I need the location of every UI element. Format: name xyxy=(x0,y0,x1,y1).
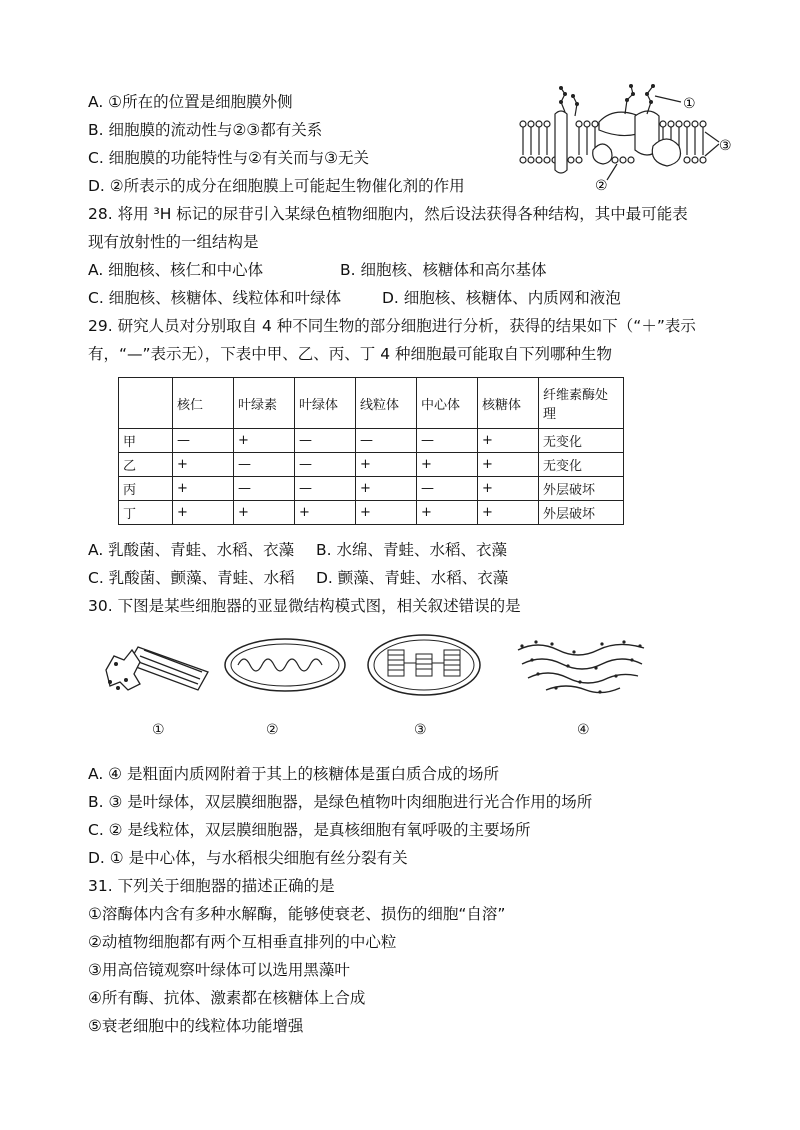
q28-option-a: A. 细胞核、核仁和中心体 xyxy=(88,261,264,279)
table-cell: + xyxy=(356,453,417,477)
table-cell: + xyxy=(478,453,539,477)
table-cell: + xyxy=(356,477,417,501)
table-cell: + xyxy=(173,453,234,477)
table-cell: — xyxy=(295,429,356,453)
q31-item-1: ①溶酶体内含有多种水解酶，能够使衰老、损伤的细胞“自溶” xyxy=(88,905,506,923)
table-header-cell: 核仁 xyxy=(173,378,234,429)
figure-label-1: ① xyxy=(152,722,165,738)
er-figure xyxy=(512,632,652,702)
table-row xyxy=(119,429,624,453)
table-cell: — xyxy=(417,477,478,501)
table-cell: — xyxy=(173,429,234,453)
q30-option-c: C. ② 是线粒体，双层膜细胞器，是真核细胞有氧呼吸的主要场所 xyxy=(88,821,531,839)
table-cell: + xyxy=(173,501,234,525)
table-header-cell xyxy=(119,378,173,429)
table-cell: — xyxy=(234,453,295,477)
q31-item-3: ③用高倍镜观察叶绿体可以选用黑藻叶 xyxy=(88,961,350,979)
mitochondrion-figure xyxy=(220,635,350,695)
q30-option-b: B. ③ 是叶绿体，双层膜细胞器，是绿色植物叶肉细胞进行光合作用的场所 xyxy=(88,793,593,811)
table-cell: — xyxy=(295,477,356,501)
q31-item-5: ⑤衰老细胞中的线粒体功能增强 xyxy=(88,1017,304,1035)
table-cell: — xyxy=(417,429,478,453)
table-cell: + xyxy=(478,429,539,453)
q31-stem: 31. 下列关于细胞器的描述正确的是 xyxy=(88,877,335,895)
table-cell: + xyxy=(173,477,234,501)
table-cell: 外层破坏 xyxy=(539,501,624,525)
table-cell: 丙 xyxy=(119,477,173,501)
table-header-cell: 叶绿体 xyxy=(295,378,356,429)
table-cell: — xyxy=(295,453,356,477)
q28-option-c: C. 细胞核、核糖体、线粒体和叶绿体 xyxy=(88,289,342,307)
q29-option-b: B. 水绵、青蛙、水稻、衣藻 xyxy=(316,541,507,559)
q31-item-2: ②动植物细胞都有两个互相垂直排列的中心粒 xyxy=(88,933,397,951)
q29-data-table xyxy=(118,377,624,525)
figure-label-3: ③ xyxy=(414,722,427,738)
q27-option-d: D. ②所表示的成分在细胞膜上可能起生物催化剂的作用 xyxy=(88,177,465,195)
table-header-row xyxy=(119,378,624,429)
table-cell: + xyxy=(356,501,417,525)
q30-stem: 30. 下图是某些细胞器的亚显微结构模式图，相关叙述错误的是 xyxy=(88,597,521,615)
table-cell: + xyxy=(478,501,539,525)
table-header-cell: 叶绿素 xyxy=(234,378,295,429)
table-cell: 无变化 xyxy=(539,453,624,477)
q30-option-a: A. ④ 是粗面内质网附着于其上的核糖体是蛋白质合成的场所 xyxy=(88,765,500,783)
q30-option-d: D. ① 是中心体，与水稻根尖细胞有丝分裂有关 xyxy=(88,849,408,867)
table-header-cell: 线粒体 xyxy=(356,378,417,429)
q29-option-d: D. 颤藻、青蛙、水稻、衣藻 xyxy=(316,569,509,587)
table-cell: 丁 xyxy=(119,501,173,525)
q29-stem-line2: 有，“—”表示无），下表中甲、乙、丙、丁 4 种细胞最可能取自下列哪种生物 xyxy=(88,345,613,363)
chloroplast-figure xyxy=(364,630,484,700)
table-cell: + xyxy=(478,477,539,501)
table-header-cell: 纤维素酶处理 xyxy=(539,378,624,429)
q27-option-a: A. ①所在的位置是细胞膜外侧 xyxy=(88,93,293,111)
figure-label-4: ④ xyxy=(577,722,590,738)
q28-option-b: B. 细胞核、核糖体和高尔基体 xyxy=(340,261,547,279)
figure-label-2: ② xyxy=(266,722,279,738)
table-cell: 外层破坏 xyxy=(539,477,624,501)
table-row xyxy=(119,501,624,525)
membrane-label-1: ① xyxy=(683,96,696,112)
table-cell: 甲 xyxy=(119,429,173,453)
q29-option-c: C. 乳酸菌、颤藻、青蛙、水稻 xyxy=(88,569,295,587)
table-cell: — xyxy=(356,429,417,453)
q27-option-b: B. 细胞膜的流动性与②③都有关系 xyxy=(88,121,323,139)
q29-option-a: A. 乳酸菌、青蛙、水稻、衣藻 xyxy=(88,541,295,559)
q31-item-4: ④所有酶、抗体、激素都在核糖体上合成 xyxy=(88,989,366,1007)
table-cell: + xyxy=(234,429,295,453)
membrane-label-3: ③ xyxy=(719,138,732,154)
membrane-label-2: ② xyxy=(595,178,608,192)
centrosome-figure xyxy=(98,632,218,702)
q28-stem-line1: 28. 将用 ³H 标记的尿苷引入某绿色植物细胞内，然后设法获得各种结构，其中最可能表 xyxy=(88,205,688,223)
table-cell: + xyxy=(234,501,295,525)
table-cell: — xyxy=(234,477,295,501)
table-header-cell: 核糖体 xyxy=(478,378,539,429)
q27-option-c: C. 细胞膜的功能特性与②有关而与③无关 xyxy=(88,149,369,167)
table-cell: 无变化 xyxy=(539,429,624,453)
q28-option-d: D. 细胞核、核糖体、内质网和液泡 xyxy=(382,289,621,307)
table-cell: + xyxy=(295,501,356,525)
table-row xyxy=(119,453,624,477)
table-header-cell: 中心体 xyxy=(417,378,478,429)
q29-stem-line1: 29. 研究人员对分别取自 4 种不同生物的部分细胞进行分析，获得的结果如下（“＋”表示 xyxy=(88,317,696,335)
cell-membrane-diagram xyxy=(515,72,735,192)
q28-stem-line2: 现有放射性的一组结构是 xyxy=(88,233,259,251)
table-row xyxy=(119,477,624,501)
table-cell: + xyxy=(417,501,478,525)
table-cell: 乙 xyxy=(119,453,173,477)
table-cell: + xyxy=(417,453,478,477)
